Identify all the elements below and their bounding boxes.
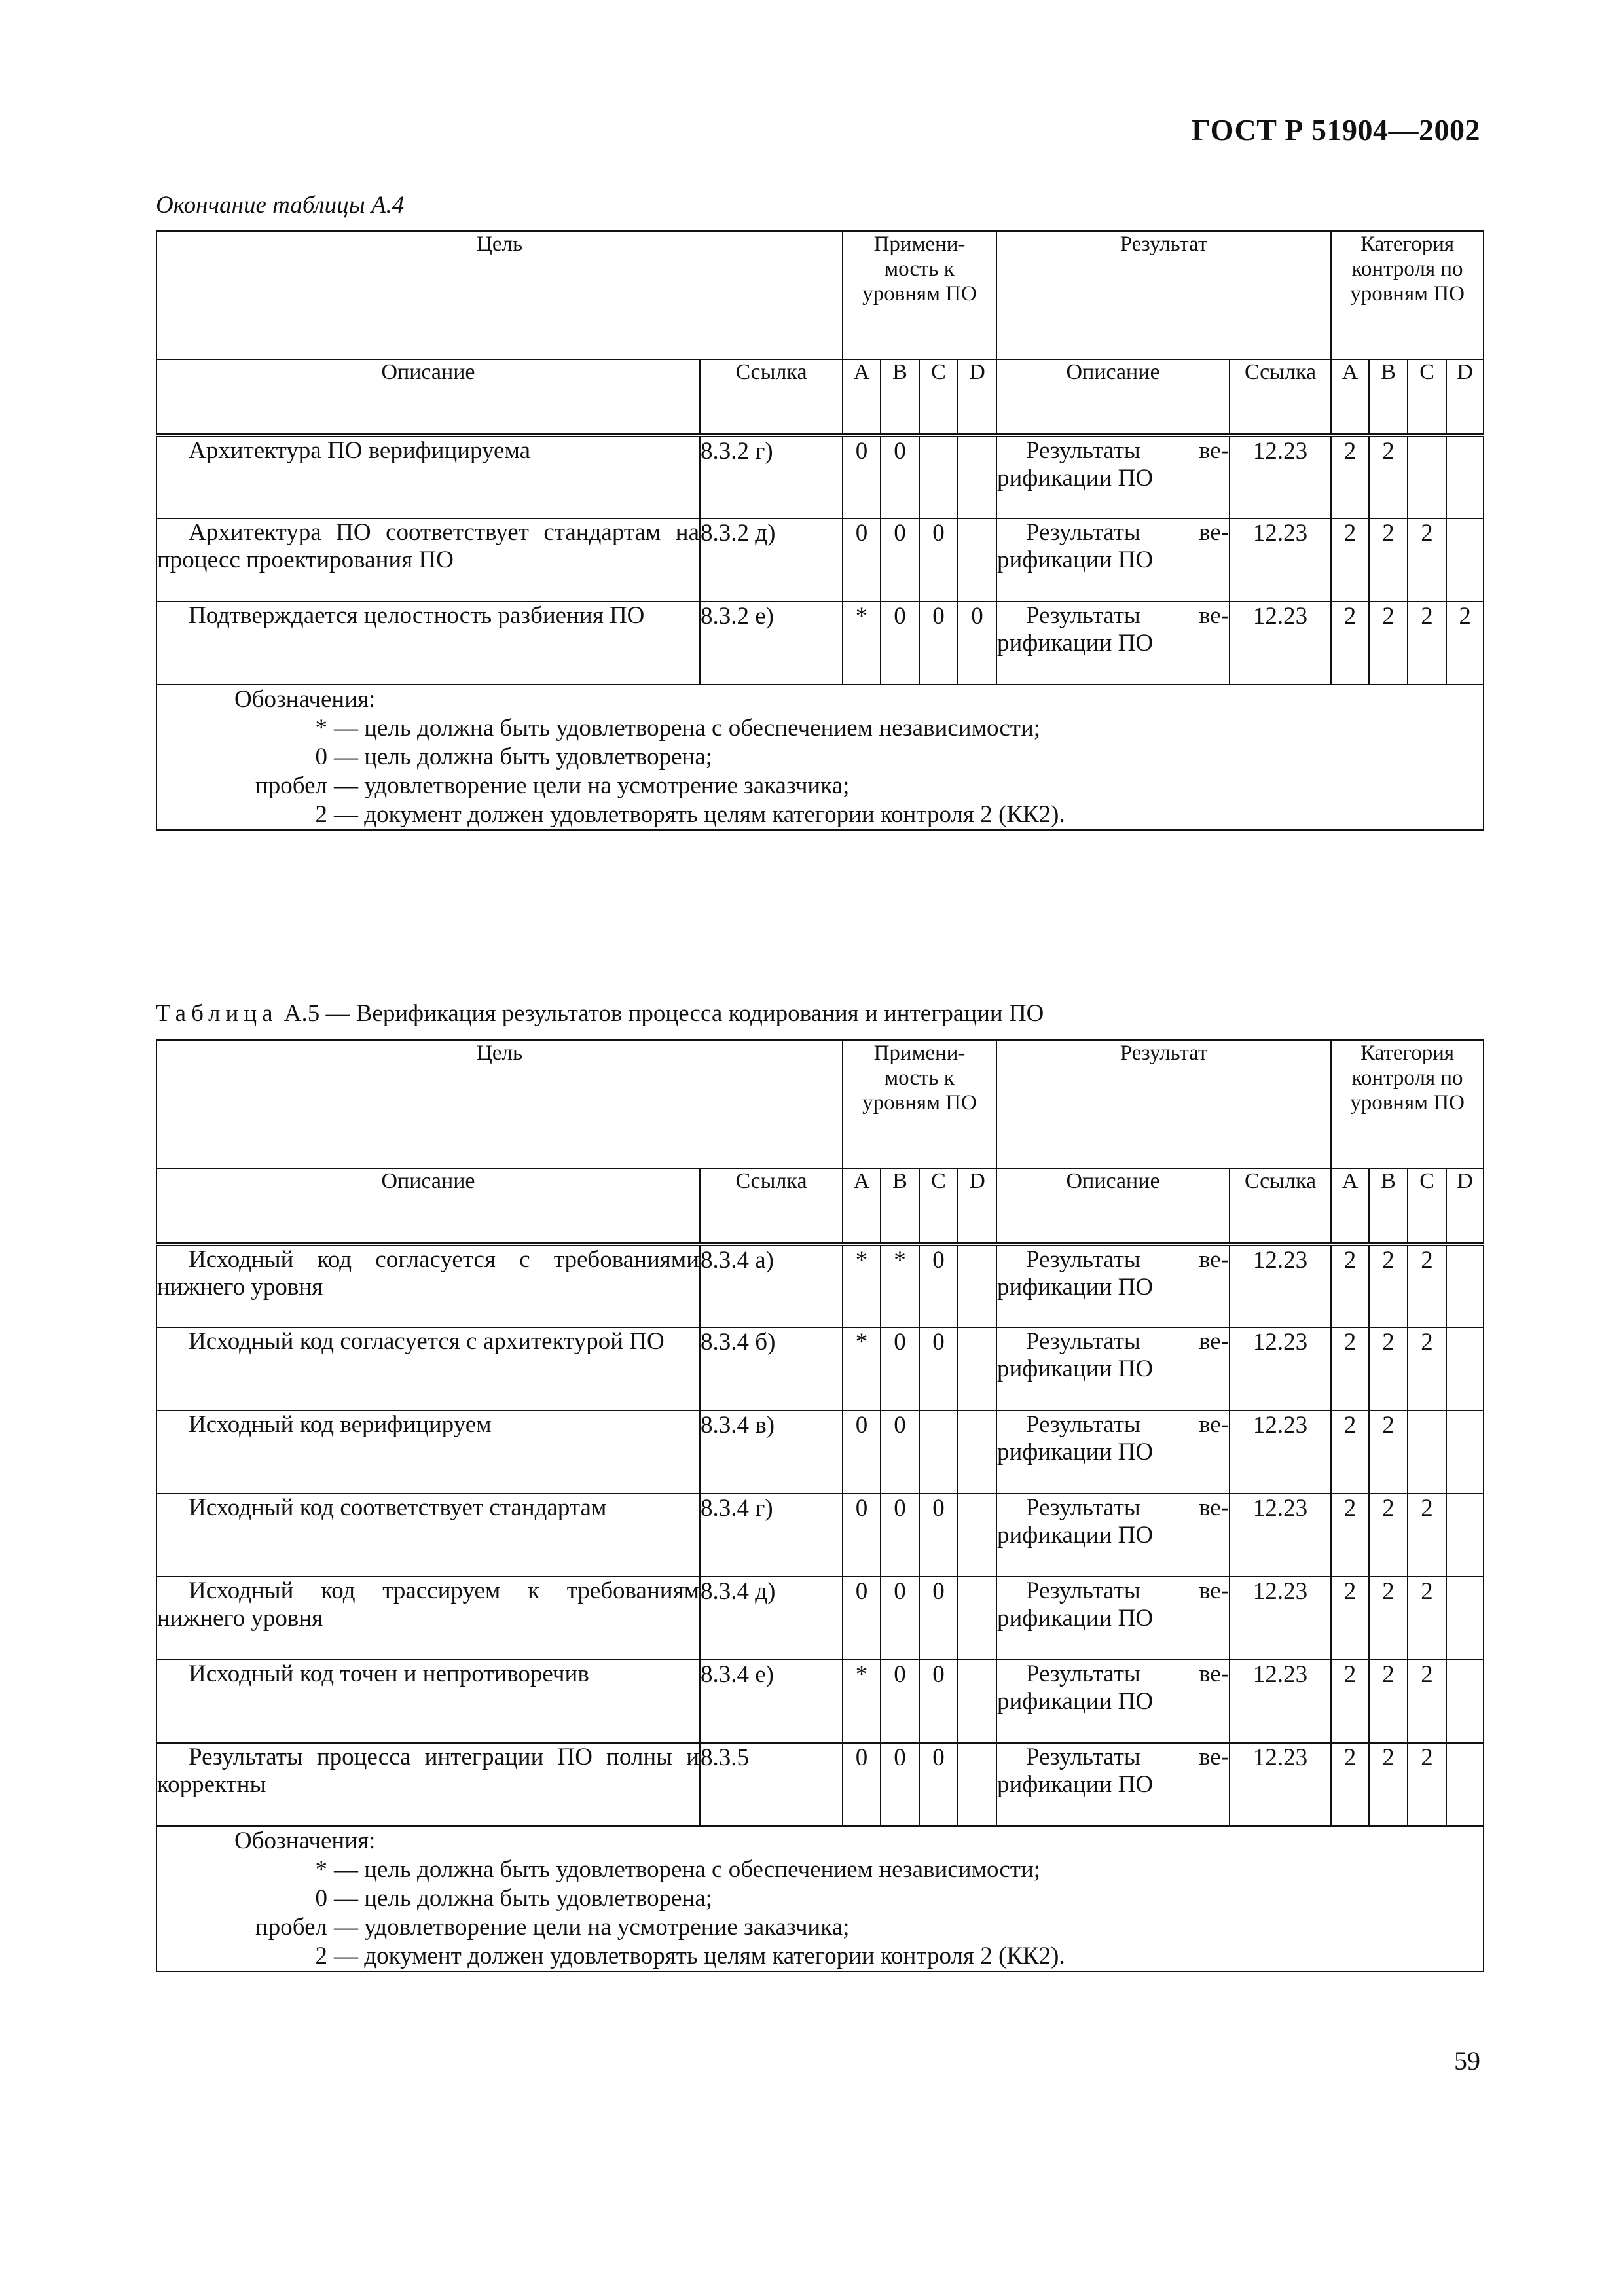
result-reference: 12.23 bbox=[1230, 1577, 1331, 1660]
level-b-header: В bbox=[881, 1168, 919, 1244]
result-line-2: рификации ПО bbox=[997, 547, 1154, 573]
level-c-cell: 0 bbox=[919, 518, 958, 601]
page-number: 59 bbox=[1454, 2046, 1480, 2075]
goal-description bbox=[156, 435, 700, 518]
level-d-header: D bbox=[958, 359, 996, 435]
legend-symbol: * bbox=[315, 1856, 327, 1883]
goal-description-text: Подтверждается целостность разбиения ПО bbox=[189, 602, 645, 629]
legend-text: — цель должна быть удовлетворена; bbox=[334, 1885, 713, 1912]
table-a5-caption bbox=[156, 999, 1044, 1028]
category-c-header: С bbox=[1408, 1168, 1446, 1244]
goal-description-text: Результаты процесса интеграции ПО полны и корректны bbox=[157, 1744, 699, 1798]
level-a-cell: * bbox=[843, 1327, 881, 1410]
result-line-1 bbox=[997, 1328, 1229, 1355]
result-description bbox=[996, 1660, 1230, 1743]
level-b-cell: 0 bbox=[881, 601, 919, 685]
result-description bbox=[996, 601, 1230, 685]
category-d-cell bbox=[1446, 435, 1484, 518]
result-reference: 12.23 bbox=[1230, 1743, 1331, 1826]
category-c-cell: 2 bbox=[1408, 1494, 1446, 1577]
level-b-header: В bbox=[881, 359, 919, 435]
category-a-header: А bbox=[1331, 359, 1369, 435]
category-d-cell: 2 bbox=[1446, 601, 1484, 685]
goal-description-text: Исходный код согласуется с требованиями нижнего уровня bbox=[157, 1246, 699, 1300]
level-b-cell: 0 bbox=[881, 1577, 919, 1660]
level-d-cell bbox=[958, 1660, 996, 1743]
result-word: Результаты bbox=[1026, 1246, 1140, 1273]
table-a5 bbox=[156, 1039, 1484, 1972]
result-reference: 12.23 bbox=[1230, 1660, 1331, 1743]
category-c-cell bbox=[1408, 435, 1446, 518]
goal-reference: 8.3.4 г) bbox=[700, 1494, 843, 1577]
level-d-cell bbox=[958, 1494, 996, 1577]
legend-symbol: 2 bbox=[315, 1943, 327, 1969]
result-line-1 bbox=[997, 1660, 1229, 1688]
level-d-cell bbox=[958, 1410, 996, 1494]
category-b-header: В bbox=[1369, 1168, 1408, 1244]
result-line-2: рификации ПО bbox=[997, 1439, 1154, 1465]
table-a4 bbox=[156, 230, 1484, 831]
table-row bbox=[156, 1743, 1484, 1826]
level-c-cell bbox=[919, 1410, 958, 1494]
category-a-cell: 2 bbox=[1331, 1327, 1369, 1410]
result-word: Результаты bbox=[1026, 1660, 1140, 1687]
goal-reference: 8.3.4 е) bbox=[700, 1660, 843, 1743]
level-a-cell: 0 bbox=[843, 435, 881, 518]
result-reference: 12.23 bbox=[1230, 601, 1331, 685]
goal-reference-header: Ссылка bbox=[700, 359, 843, 435]
goal-description-text: Исходный код верифицируем bbox=[189, 1411, 492, 1438]
result-reference-header: Ссылка bbox=[1230, 359, 1331, 435]
result-line-1 bbox=[997, 1744, 1229, 1771]
category-d-cell bbox=[1446, 1577, 1484, 1660]
result-description-header: Описание bbox=[996, 1168, 1230, 1244]
level-d-cell bbox=[958, 1743, 996, 1826]
document-header: ГОСТ Р 51904—2002 bbox=[1192, 113, 1480, 147]
result-word: Результаты bbox=[1026, 1411, 1140, 1438]
legend-symbol: 0 bbox=[315, 1885, 327, 1912]
level-d-cell bbox=[958, 1244, 996, 1327]
legend-symbol: пробел bbox=[255, 1914, 327, 1941]
goal-reference: 8.3.4 а) bbox=[700, 1244, 843, 1327]
result-word: Результаты bbox=[1026, 519, 1140, 546]
category-b-cell: 2 bbox=[1369, 1660, 1408, 1743]
category-c-cell: 2 bbox=[1408, 1660, 1446, 1743]
notes-row bbox=[156, 685, 1484, 830]
category-a-cell: 2 bbox=[1331, 1494, 1369, 1577]
legend-item bbox=[157, 1913, 1483, 1942]
category-c-cell: 2 bbox=[1408, 1577, 1446, 1660]
category-b-cell: 2 bbox=[1369, 518, 1408, 601]
result-line-1 bbox=[997, 437, 1229, 465]
level-d-cell bbox=[958, 435, 996, 518]
result-line-2: рификации ПО bbox=[997, 1355, 1154, 1382]
level-b-cell: 0 bbox=[881, 518, 919, 601]
level-c-header: С bbox=[919, 359, 958, 435]
category-a-cell: 2 bbox=[1331, 601, 1369, 685]
level-c-header: С bbox=[919, 1168, 958, 1244]
table-row bbox=[156, 1327, 1484, 1410]
result-reference: 12.23 bbox=[1230, 1410, 1331, 1494]
result-line-1 bbox=[997, 602, 1229, 630]
category-c-cell: 2 bbox=[1408, 1327, 1446, 1410]
result-description bbox=[996, 1327, 1230, 1410]
result-hyphen-part: ве- bbox=[1199, 1577, 1230, 1604]
level-d-cell bbox=[958, 1327, 996, 1410]
result-line-2: рификации ПО bbox=[997, 1605, 1154, 1632]
goal-description bbox=[156, 1494, 700, 1577]
legend-title: Обозначения: bbox=[234, 1827, 376, 1854]
goal-reference: 8.3.4 д) bbox=[700, 1577, 843, 1660]
legend-text: — цель должна быть удовлетворена; bbox=[334, 744, 713, 770]
legend-text: — документ должен удовлетворять целям категории контроля 2 (КК2). bbox=[334, 801, 1065, 828]
result-reference-header: Ссылка bbox=[1230, 1168, 1331, 1244]
category-d-cell bbox=[1446, 518, 1484, 601]
category-d-header: D bbox=[1446, 359, 1484, 435]
goal-reference: 8.3.2 е) bbox=[700, 601, 843, 685]
category-d-cell bbox=[1446, 1410, 1484, 1494]
level-c-cell: 0 bbox=[919, 1577, 958, 1660]
category-header: Категория контроля по уровням ПО bbox=[1331, 231, 1484, 359]
level-a-cell: * bbox=[843, 1244, 881, 1327]
level-d-header: D bbox=[958, 1168, 996, 1244]
level-c-cell: 0 bbox=[919, 601, 958, 685]
level-b-cell: 0 bbox=[881, 1327, 919, 1410]
result-reference: 12.23 bbox=[1230, 1494, 1331, 1577]
goal-description bbox=[156, 1577, 700, 1660]
goal-description bbox=[156, 1743, 700, 1826]
legend-notes bbox=[156, 1826, 1484, 1971]
level-a-cell: 0 bbox=[843, 1577, 881, 1660]
result-line-1 bbox=[997, 1411, 1229, 1439]
result-header: Результат bbox=[996, 1040, 1331, 1168]
level-a-cell: 0 bbox=[843, 518, 881, 601]
result-line-1 bbox=[997, 1246, 1229, 1274]
result-description bbox=[996, 1494, 1230, 1577]
result-reference: 12.23 bbox=[1230, 435, 1331, 518]
legend-text: — удовлетворение цели на усмотрение заказчика; bbox=[334, 1914, 850, 1941]
level-a-cell: 0 bbox=[843, 1410, 881, 1494]
goal-reference: 8.3.4 в) bbox=[700, 1410, 843, 1494]
level-a-cell: * bbox=[843, 601, 881, 685]
category-a-cell: 2 bbox=[1331, 435, 1369, 518]
result-line-2: рификации ПО bbox=[997, 1771, 1154, 1798]
table-a5-caption-text: А.5 — Верификация результатов процесса кодирования и интеграции ПО bbox=[283, 1000, 1044, 1027]
result-header: Результат bbox=[996, 231, 1331, 359]
result-line-1 bbox=[997, 1494, 1229, 1522]
goal-description bbox=[156, 601, 700, 685]
legend-item bbox=[157, 743, 1483, 772]
level-d-cell bbox=[958, 518, 996, 601]
table-row bbox=[156, 1577, 1484, 1660]
goal-description-text: Исходный код трассируем к требованиям нижнего уровня bbox=[157, 1577, 699, 1632]
legend-symbol: пробел bbox=[255, 772, 327, 799]
result-description-header: Описание bbox=[996, 359, 1230, 435]
goal-reference: 8.3.2 д) bbox=[700, 518, 843, 601]
result-reference: 12.23 bbox=[1230, 518, 1331, 601]
result-description bbox=[996, 1410, 1230, 1494]
category-b-cell: 2 bbox=[1369, 435, 1408, 518]
category-b-cell: 2 bbox=[1369, 1410, 1408, 1494]
goal-reference-header: Ссылка bbox=[700, 1168, 843, 1244]
level-b-cell: 0 bbox=[881, 1494, 919, 1577]
result-hyphen-part: ве- bbox=[1199, 1494, 1230, 1521]
result-description bbox=[996, 518, 1230, 601]
result-line-1 bbox=[997, 1577, 1229, 1605]
result-hyphen-part: ве- bbox=[1199, 437, 1230, 464]
result-hyphen-part: ве- bbox=[1199, 602, 1230, 629]
result-hyphen-part: ве- bbox=[1199, 1660, 1230, 1687]
category-c-cell: 2 bbox=[1408, 1244, 1446, 1327]
category-d-cell bbox=[1446, 1244, 1484, 1327]
legend-text: — удовлетворение цели на усмотрение заказчика; bbox=[334, 772, 850, 799]
category-d-cell bbox=[1446, 1494, 1484, 1577]
result-word: Результаты bbox=[1026, 1577, 1140, 1604]
table-row bbox=[156, 1660, 1484, 1743]
table-row bbox=[156, 1244, 1484, 1327]
level-c-cell: 0 bbox=[919, 1494, 958, 1577]
table-row bbox=[156, 435, 1484, 518]
category-a-cell: 2 bbox=[1331, 1660, 1369, 1743]
legend-symbol: 2 bbox=[315, 801, 327, 828]
goal-description-text: Архитектура ПО соответствует стандартам на процесс проектирования ПО bbox=[157, 519, 699, 573]
legend-item bbox=[157, 1856, 1483, 1884]
goal-reference: 8.3.2 г) bbox=[700, 435, 843, 518]
category-d-cell bbox=[1446, 1743, 1484, 1826]
category-b-cell: 2 bbox=[1369, 1743, 1408, 1826]
category-header: Категория контроля по уровням ПО bbox=[1331, 1040, 1484, 1168]
subheader-row bbox=[156, 1168, 1484, 1244]
level-c-cell: 0 bbox=[919, 1743, 958, 1826]
goal-description bbox=[156, 518, 700, 601]
category-a-cell: 2 bbox=[1331, 1743, 1369, 1826]
goal-description bbox=[156, 1410, 700, 1494]
legend-item bbox=[157, 772, 1483, 800]
category-c-cell: 2 bbox=[1408, 518, 1446, 601]
legend-text: — документ должен удовлетворять целям категории контроля 2 (КК2). bbox=[334, 1943, 1065, 1969]
category-d-header: D bbox=[1446, 1168, 1484, 1244]
goal-reference: 8.3.5 bbox=[700, 1743, 843, 1826]
result-line-2: рификации ПО bbox=[997, 630, 1154, 656]
goal-description-text: Исходный код согласуется с архитектурой ПО bbox=[189, 1328, 665, 1355]
level-c-cell: 0 bbox=[919, 1327, 958, 1410]
goal-header: Цель bbox=[156, 1040, 843, 1168]
result-reference: 12.23 bbox=[1230, 1244, 1331, 1327]
result-hyphen-part: ве- bbox=[1199, 519, 1230, 546]
result-word: Результаты bbox=[1026, 437, 1140, 464]
category-c-cell: 2 bbox=[1408, 601, 1446, 685]
legend-notes bbox=[156, 685, 1484, 830]
table-row bbox=[156, 1410, 1484, 1494]
legend-text: — цель должна быть удовлетворена с обеспечением независимости; bbox=[334, 715, 1041, 742]
result-line-1 bbox=[997, 519, 1229, 547]
legend-item bbox=[157, 1942, 1483, 1971]
goal-description bbox=[156, 1660, 700, 1743]
result-word: Результаты bbox=[1026, 602, 1140, 629]
legend-symbol: 0 bbox=[315, 744, 327, 770]
result-reference: 12.23 bbox=[1230, 1327, 1331, 1410]
subheader-row bbox=[156, 359, 1484, 435]
result-line-2: рификации ПО bbox=[997, 465, 1154, 492]
result-word: Результаты bbox=[1026, 1328, 1140, 1355]
level-a-cell: 0 bbox=[843, 1743, 881, 1826]
notes-row bbox=[156, 1826, 1484, 1971]
table-row bbox=[156, 518, 1484, 601]
level-a-header: А bbox=[843, 359, 881, 435]
table-row bbox=[156, 1494, 1484, 1577]
goal-description-text: Архитектура ПО верифицируема bbox=[189, 437, 531, 464]
level-a-header: А bbox=[843, 1168, 881, 1244]
table-a4-caption: Окончание таблицы А.4 bbox=[156, 192, 405, 219]
result-line-2: рификации ПО bbox=[997, 1274, 1154, 1300]
applicability-header: Примени- мость к уровням ПО bbox=[843, 1040, 996, 1168]
goal-description bbox=[156, 1327, 700, 1410]
category-b-header: В bbox=[1369, 359, 1408, 435]
category-a-cell: 2 bbox=[1331, 518, 1369, 601]
result-word: Результаты bbox=[1026, 1494, 1140, 1521]
category-b-cell: 2 bbox=[1369, 1244, 1408, 1327]
category-b-cell: 2 bbox=[1369, 1327, 1408, 1410]
legend-title: Обозначения: bbox=[234, 686, 376, 713]
level-b-cell: 0 bbox=[881, 435, 919, 518]
header-row bbox=[156, 1040, 1484, 1168]
level-b-cell: 0 bbox=[881, 1660, 919, 1743]
level-b-cell: * bbox=[881, 1244, 919, 1327]
level-d-cell bbox=[958, 1577, 996, 1660]
table-row bbox=[156, 601, 1484, 685]
level-a-cell: 0 bbox=[843, 1494, 881, 1577]
goal-description-header: Описание bbox=[156, 1168, 700, 1244]
category-b-cell: 2 bbox=[1369, 1494, 1408, 1577]
category-c-header: С bbox=[1408, 359, 1446, 435]
result-hyphen-part: ве- bbox=[1199, 1411, 1230, 1438]
table-a5-caption-prefix: Таблица bbox=[156, 1000, 278, 1027]
legend-symbol: * bbox=[315, 715, 327, 742]
goal-description bbox=[156, 1244, 700, 1327]
category-d-cell bbox=[1446, 1660, 1484, 1743]
result-hyphen-part: ве- bbox=[1199, 1246, 1230, 1273]
category-c-cell bbox=[1408, 1410, 1446, 1494]
legend-item bbox=[157, 714, 1483, 743]
goal-description-header: Описание bbox=[156, 359, 700, 435]
level-c-cell bbox=[919, 435, 958, 518]
legend-item bbox=[157, 1884, 1483, 1913]
category-a-header: А bbox=[1331, 1168, 1369, 1244]
level-c-cell: 0 bbox=[919, 1244, 958, 1327]
legend-text: — цель должна быть удовлетворена с обеспечением независимости; bbox=[334, 1856, 1041, 1883]
result-description bbox=[996, 1577, 1230, 1660]
goal-description-text: Исходный код соответствует стандартам bbox=[189, 1494, 607, 1521]
result-hyphen-part: ве- bbox=[1199, 1744, 1230, 1770]
category-c-cell: 2 bbox=[1408, 1743, 1446, 1826]
result-line-2: рификации ПО bbox=[997, 1688, 1154, 1715]
level-b-cell: 0 bbox=[881, 1743, 919, 1826]
result-line-2: рификации ПО bbox=[997, 1522, 1154, 1549]
category-a-cell: 2 bbox=[1331, 1577, 1369, 1660]
goal-header: Цель bbox=[156, 231, 843, 359]
category-a-cell: 2 bbox=[1331, 1410, 1369, 1494]
header-row bbox=[156, 231, 1484, 359]
category-b-cell: 2 bbox=[1369, 1577, 1408, 1660]
level-c-cell: 0 bbox=[919, 1660, 958, 1743]
category-b-cell: 2 bbox=[1369, 601, 1408, 685]
goal-reference: 8.3.4 б) bbox=[700, 1327, 843, 1410]
applicability-header: Примени- мость к уровням ПО bbox=[843, 231, 996, 359]
category-a-cell: 2 bbox=[1331, 1244, 1369, 1327]
level-a-cell: * bbox=[843, 1660, 881, 1743]
result-description bbox=[996, 1743, 1230, 1826]
result-hyphen-part: ве- bbox=[1199, 1328, 1230, 1355]
result-word: Результаты bbox=[1026, 1744, 1140, 1770]
goal-description-text: Исходный код точен и непротиворечив bbox=[189, 1660, 589, 1687]
result-description bbox=[996, 435, 1230, 518]
level-b-cell: 0 bbox=[881, 1410, 919, 1494]
legend-item bbox=[157, 800, 1483, 829]
category-d-cell bbox=[1446, 1327, 1484, 1410]
result-description bbox=[996, 1244, 1230, 1327]
level-d-cell: 0 bbox=[958, 601, 996, 685]
